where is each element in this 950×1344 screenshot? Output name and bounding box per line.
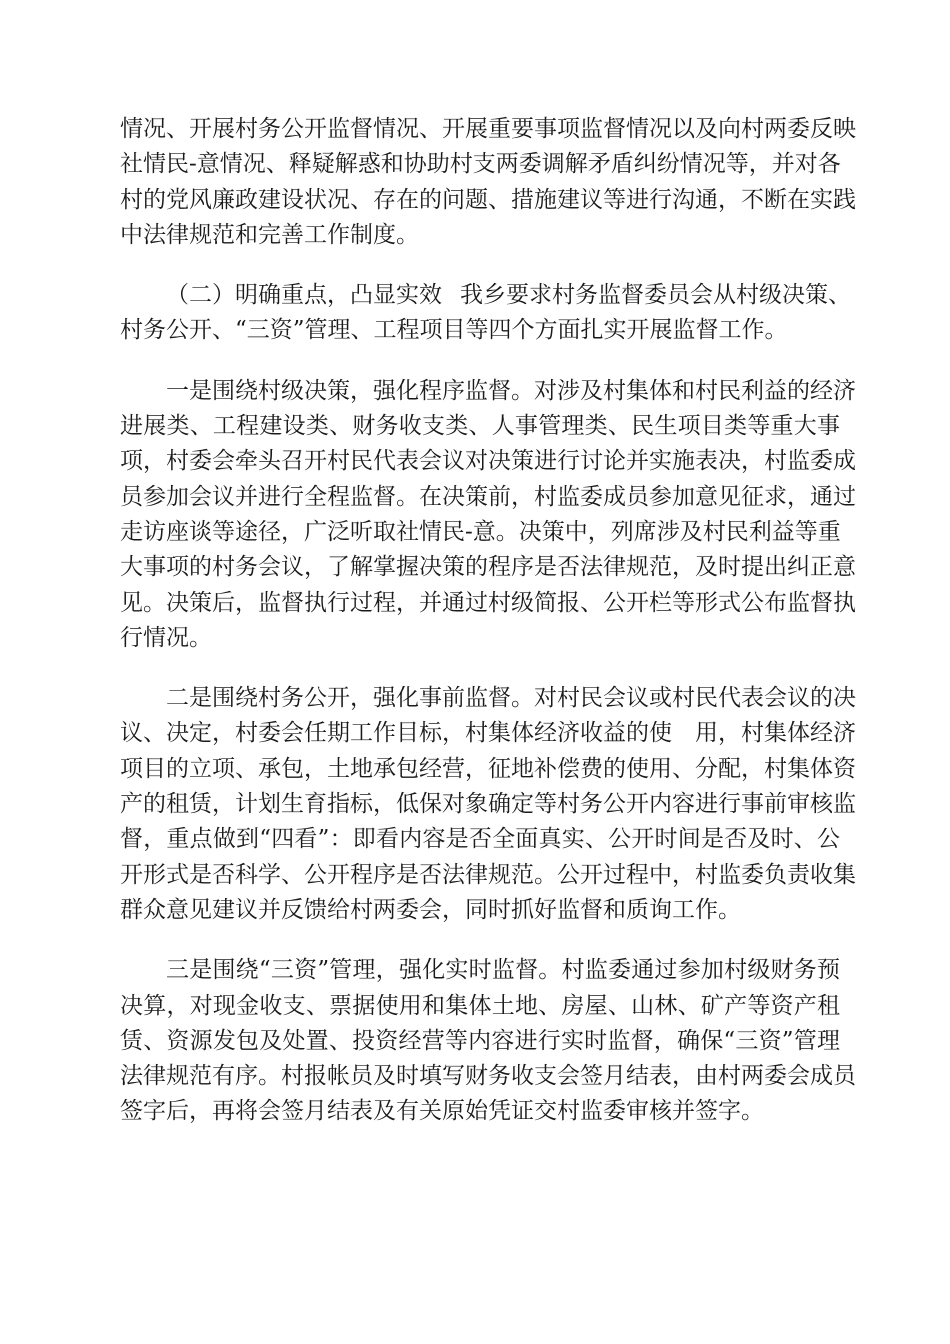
text-line: 员参加会议并进行全程监督。在决策前，村监委成员参加意见征求，通过	[120, 483, 856, 510]
text-line: 社情民-意情况、释疑解惑和协助村支两委调解矛盾纠纷情况等，并对各	[120, 151, 841, 178]
text-line: 二是围绕村务公开，强化事前监督。对村民会议或村民代表会议的决	[166, 685, 856, 712]
text-line: 赁、资源发包及处置、投资经营等内容进行实时监督，确保“三资”管理	[120, 1027, 840, 1054]
text-line: 一是围绕村级决策，强化程序监督。对涉及村集体和村民利益的经济	[166, 377, 856, 404]
text-line: 法律规范有序。村报帐员及时填写财务收支会签月结表，由村两委会成员	[120, 1063, 856, 1090]
text-line: 中法律规范和完善工作制度。	[120, 221, 419, 248]
text-line: 进展类、工程建设类、财务收支类、人事管理类、民生项目类等重大事	[120, 413, 840, 440]
paragraph-three-assets	[120, 953, 856, 1129]
paragraph-village-openness	[120, 681, 856, 928]
text-line: 项，村委会牵头召开村民代表会议对决策进行讨论并实施表决，村监委成	[120, 448, 856, 475]
text-segment: 我乡要求村务监督委员会从村级决策、	[460, 282, 851, 309]
text-line: 见。决策后，监督执行过程，并通过村级简报、公开栏等形式公布监督执	[120, 589, 856, 616]
text-line: 行情况。	[120, 624, 212, 651]
text-line: 情况、开展村务公开监督情况、开展重要事项监督情况以及向村两委反映	[120, 116, 856, 142]
text-line: 产的租赁，计划生育指标，低保对象确定等村务公开内容进行事前审核监	[120, 791, 856, 818]
section-heading: （二）明确重点，凸显实效	[166, 282, 442, 309]
text-line: 督，重点做到“四看”：即看内容是否全面真实、公开时间是否及时、公	[120, 826, 840, 853]
text-line: 开形式是否科学、公开程序是否法律规范。公开过程中，村监委负责收集	[120, 861, 856, 888]
text-line: 议、决定，村委会任期工作目标，村集体经济收益的使 用，村集体经济	[120, 720, 856, 747]
text-line: 三是围绕“三资”管理，强化实时监督。村监委通过参加村级财务预	[166, 957, 840, 984]
text-line: 项目的立项、承包，土地承包经营，征地补偿费的使用、分配，村集体资	[120, 755, 856, 782]
document-body	[120, 112, 856, 1155]
paragraph-continuation	[120, 112, 856, 253]
paragraph-village-decision	[120, 374, 856, 656]
text-line: 村务公开、“三资”管理、工程项目等四个方面扎实开展监督工作。	[120, 317, 788, 344]
section-2-first-line	[120, 278, 851, 313]
text-line: 村的党风廉政建设状况、存在的问题、措施建议等进行沟通，不断在实践	[120, 186, 856, 213]
text-line: 决算，对现金收支、票据使用和集体土地、房屋、山林、矿产等资产租	[120, 992, 840, 1019]
text-line: 签字后，再将会签月结表及有关原始凭证交村监委审核并签字。	[120, 1098, 764, 1125]
text-line: 大事项的村务会议，了解掌握决策的程序是否法律规范，及时提出纠正意	[120, 554, 856, 581]
text-line: 走访座谈等途径，广泛听取社情民-意。决策中，列席涉及村民利益等重	[120, 518, 841, 545]
text-line: 群众意见建议并反馈给村两委会，同时抓好监督和质询工作。	[120, 896, 741, 923]
paragraph-section-2	[120, 278, 851, 349]
